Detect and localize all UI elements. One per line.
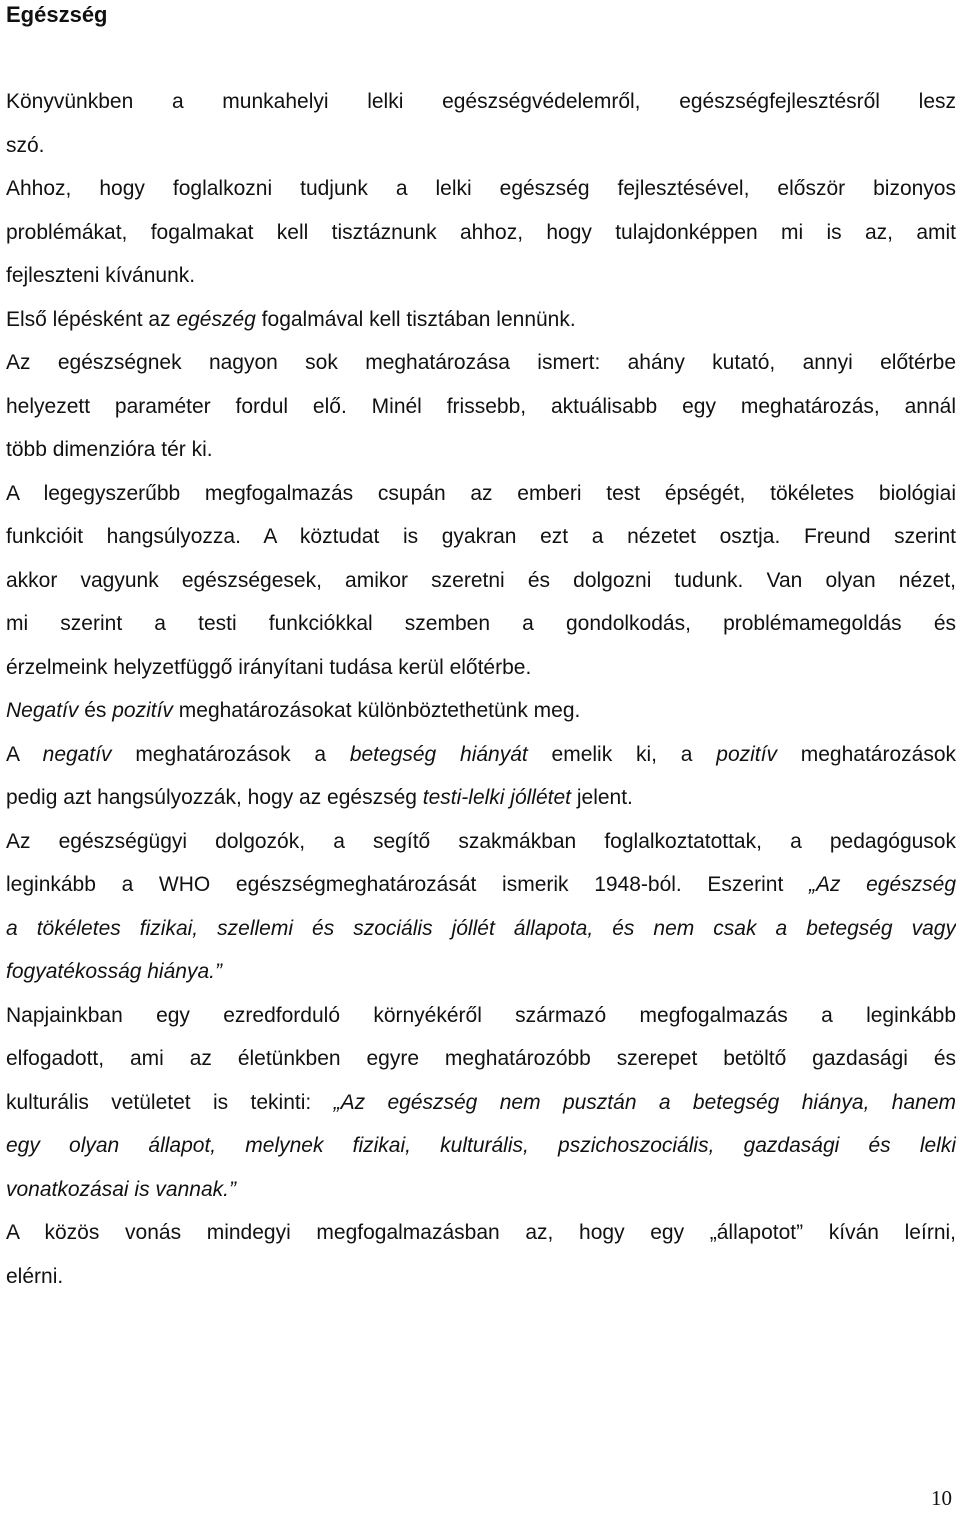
text-run: emelik ki, a: [527, 742, 717, 766]
text-run: akkor vagyunk egészségesek, amikor szeretni és dolgozni tudunk. Van olyan nézet,: [6, 568, 956, 592]
text-run: fogalmával kell tisztában lennünk.: [255, 307, 576, 331]
italic-text-run: pozitív: [716, 742, 777, 766]
text-run: meghatározások: [776, 742, 956, 766]
italic-text-run: Negatív: [6, 699, 79, 722]
text-run: leginkább a WHO egészségmeghatározását ismerik 1948-ból. Eszerint: [6, 873, 809, 896]
body-line: [6, 907, 956, 951]
text-run: Napjainkban egy ezredforduló környékéről származó megfogalmazás a leginkább: [6, 1003, 956, 1027]
text-run: jelent.: [571, 786, 633, 809]
body-line: [6, 1037, 956, 1081]
body-line: [6, 863, 956, 907]
text-run: Az egészségügyi dolgozók, a segítő szakmákban foglalkoztatottak, a pedagógusok: [6, 829, 956, 853]
text-run: érzelmeink helyzetfüggő irányítani tudása kerül előtérbe.: [6, 655, 532, 679]
text-run: mi szerint a testi funkciókkal szemben a gondolkodás, problémamegoldás és: [6, 612, 956, 635]
italic-text-run: „Az egészség: [808, 873, 956, 896]
body-line: [6, 385, 956, 429]
text-run: problémákat, fogalmakat kell tisztáznunk ahhoz, hogy tulajdonképpen mi is az, amit: [6, 220, 956, 244]
text-run: több dimenzióra tér ki.: [6, 438, 213, 461]
italic-text-run: fogyatékosság hiánya.”: [6, 960, 222, 983]
body-line: [6, 994, 956, 1038]
body-line: [6, 341, 956, 385]
body-line: [6, 776, 956, 820]
italic-text-run: a tökéletes fizikai, szellemi és szociális jóllét állapota, és nem csak a betegség vagy: [6, 916, 956, 940]
italic-text-run: „Az egészség nem pusztán a betegség hiánya, hanem: [333, 1090, 956, 1114]
page-number: 10: [931, 1486, 952, 1510]
text-run: Ahhoz, hogy foglalkozni tudjunk a lelki egészség fejlesztésével, először bizonyos: [6, 177, 956, 200]
body-line: [6, 1124, 956, 1168]
text-run: meghatározásokat különböztethetünk meg.: [172, 699, 581, 722]
text-run: fejleszteni kívánunk.: [6, 264, 196, 287]
text-run: funkcióit hangsúlyozza. A köztudat is gyakran ezt a nézetet osztja. Freund szerint: [6, 525, 956, 548]
italic-text-run: betegség hiányát: [349, 742, 528, 766]
text-run: Első lépésként az: [6, 307, 177, 331]
document-body: [6, 80, 956, 1298]
italic-text-run: egy olyan állapot, melynek fizikai, kulturális, pszichoszociális, gazdasági és lelki: [6, 1134, 956, 1157]
text-run: helyezett paraméter fordul elő. Minél frissebb, aktuálisabb egy meghatározás, annál: [6, 394, 956, 418]
text-run: meghatározások a: [111, 742, 350, 766]
text-run: pedig azt hangsúlyozzák, hogy az egészség: [6, 786, 423, 809]
body-line: [6, 211, 956, 255]
body-line: [6, 167, 956, 211]
body-line: [6, 559, 956, 603]
body-line: [6, 254, 956, 298]
italic-text-run: egészég: [176, 307, 256, 331]
body-line: [6, 602, 956, 646]
text-run: szó.: [6, 133, 45, 157]
text-run: elérni.: [6, 1264, 64, 1288]
body-line: [6, 515, 956, 559]
body-line: [6, 1168, 956, 1212]
text-run: és: [78, 699, 113, 722]
text-run: A: [6, 742, 43, 766]
text-run: elfogadott, ami az életünkben egyre meghatározóbb szerepet betöltő gazdasági és: [6, 1047, 956, 1070]
text-run: Könyvünkben a munkahelyi lelki egészségvédelemről, egészségfejlesztésről lesz: [6, 90, 956, 113]
italic-text-run: vonatkozásai is vannak.”: [6, 1177, 236, 1201]
body-line: [6, 733, 956, 777]
body-line: [6, 1255, 956, 1299]
body-line: [6, 1211, 956, 1255]
body-line: [6, 950, 956, 994]
text-run: A közös vonás mindegyi megfogalmazásban az, hogy egy „állapotot” kíván leírni,: [6, 1221, 956, 1244]
body-line: [6, 428, 956, 472]
body-line: [6, 689, 956, 733]
text-run: kulturális vetületet is tekinti:: [6, 1090, 334, 1114]
body-line: [6, 124, 956, 168]
body-line: [6, 1081, 956, 1125]
body-line: [6, 646, 956, 690]
italic-text-run: testi-lelki jóllétet: [422, 786, 572, 809]
body-line: [6, 80, 956, 124]
body-line: [6, 472, 956, 516]
text-run: A legegyszerűbb megfogalmazás csupán az emberi test épségét, tökéletes biológiai: [6, 481, 956, 505]
document-title: Egészség: [6, 2, 108, 27]
italic-text-run: negatív: [42, 742, 112, 766]
italic-text-run: pozitív: [112, 699, 173, 722]
body-line: [6, 820, 956, 864]
body-line: [6, 298, 956, 342]
text-run: Az egészségnek nagyon sok meghatározása ismert: ahány kutató, annyi előtérbe: [6, 351, 956, 374]
